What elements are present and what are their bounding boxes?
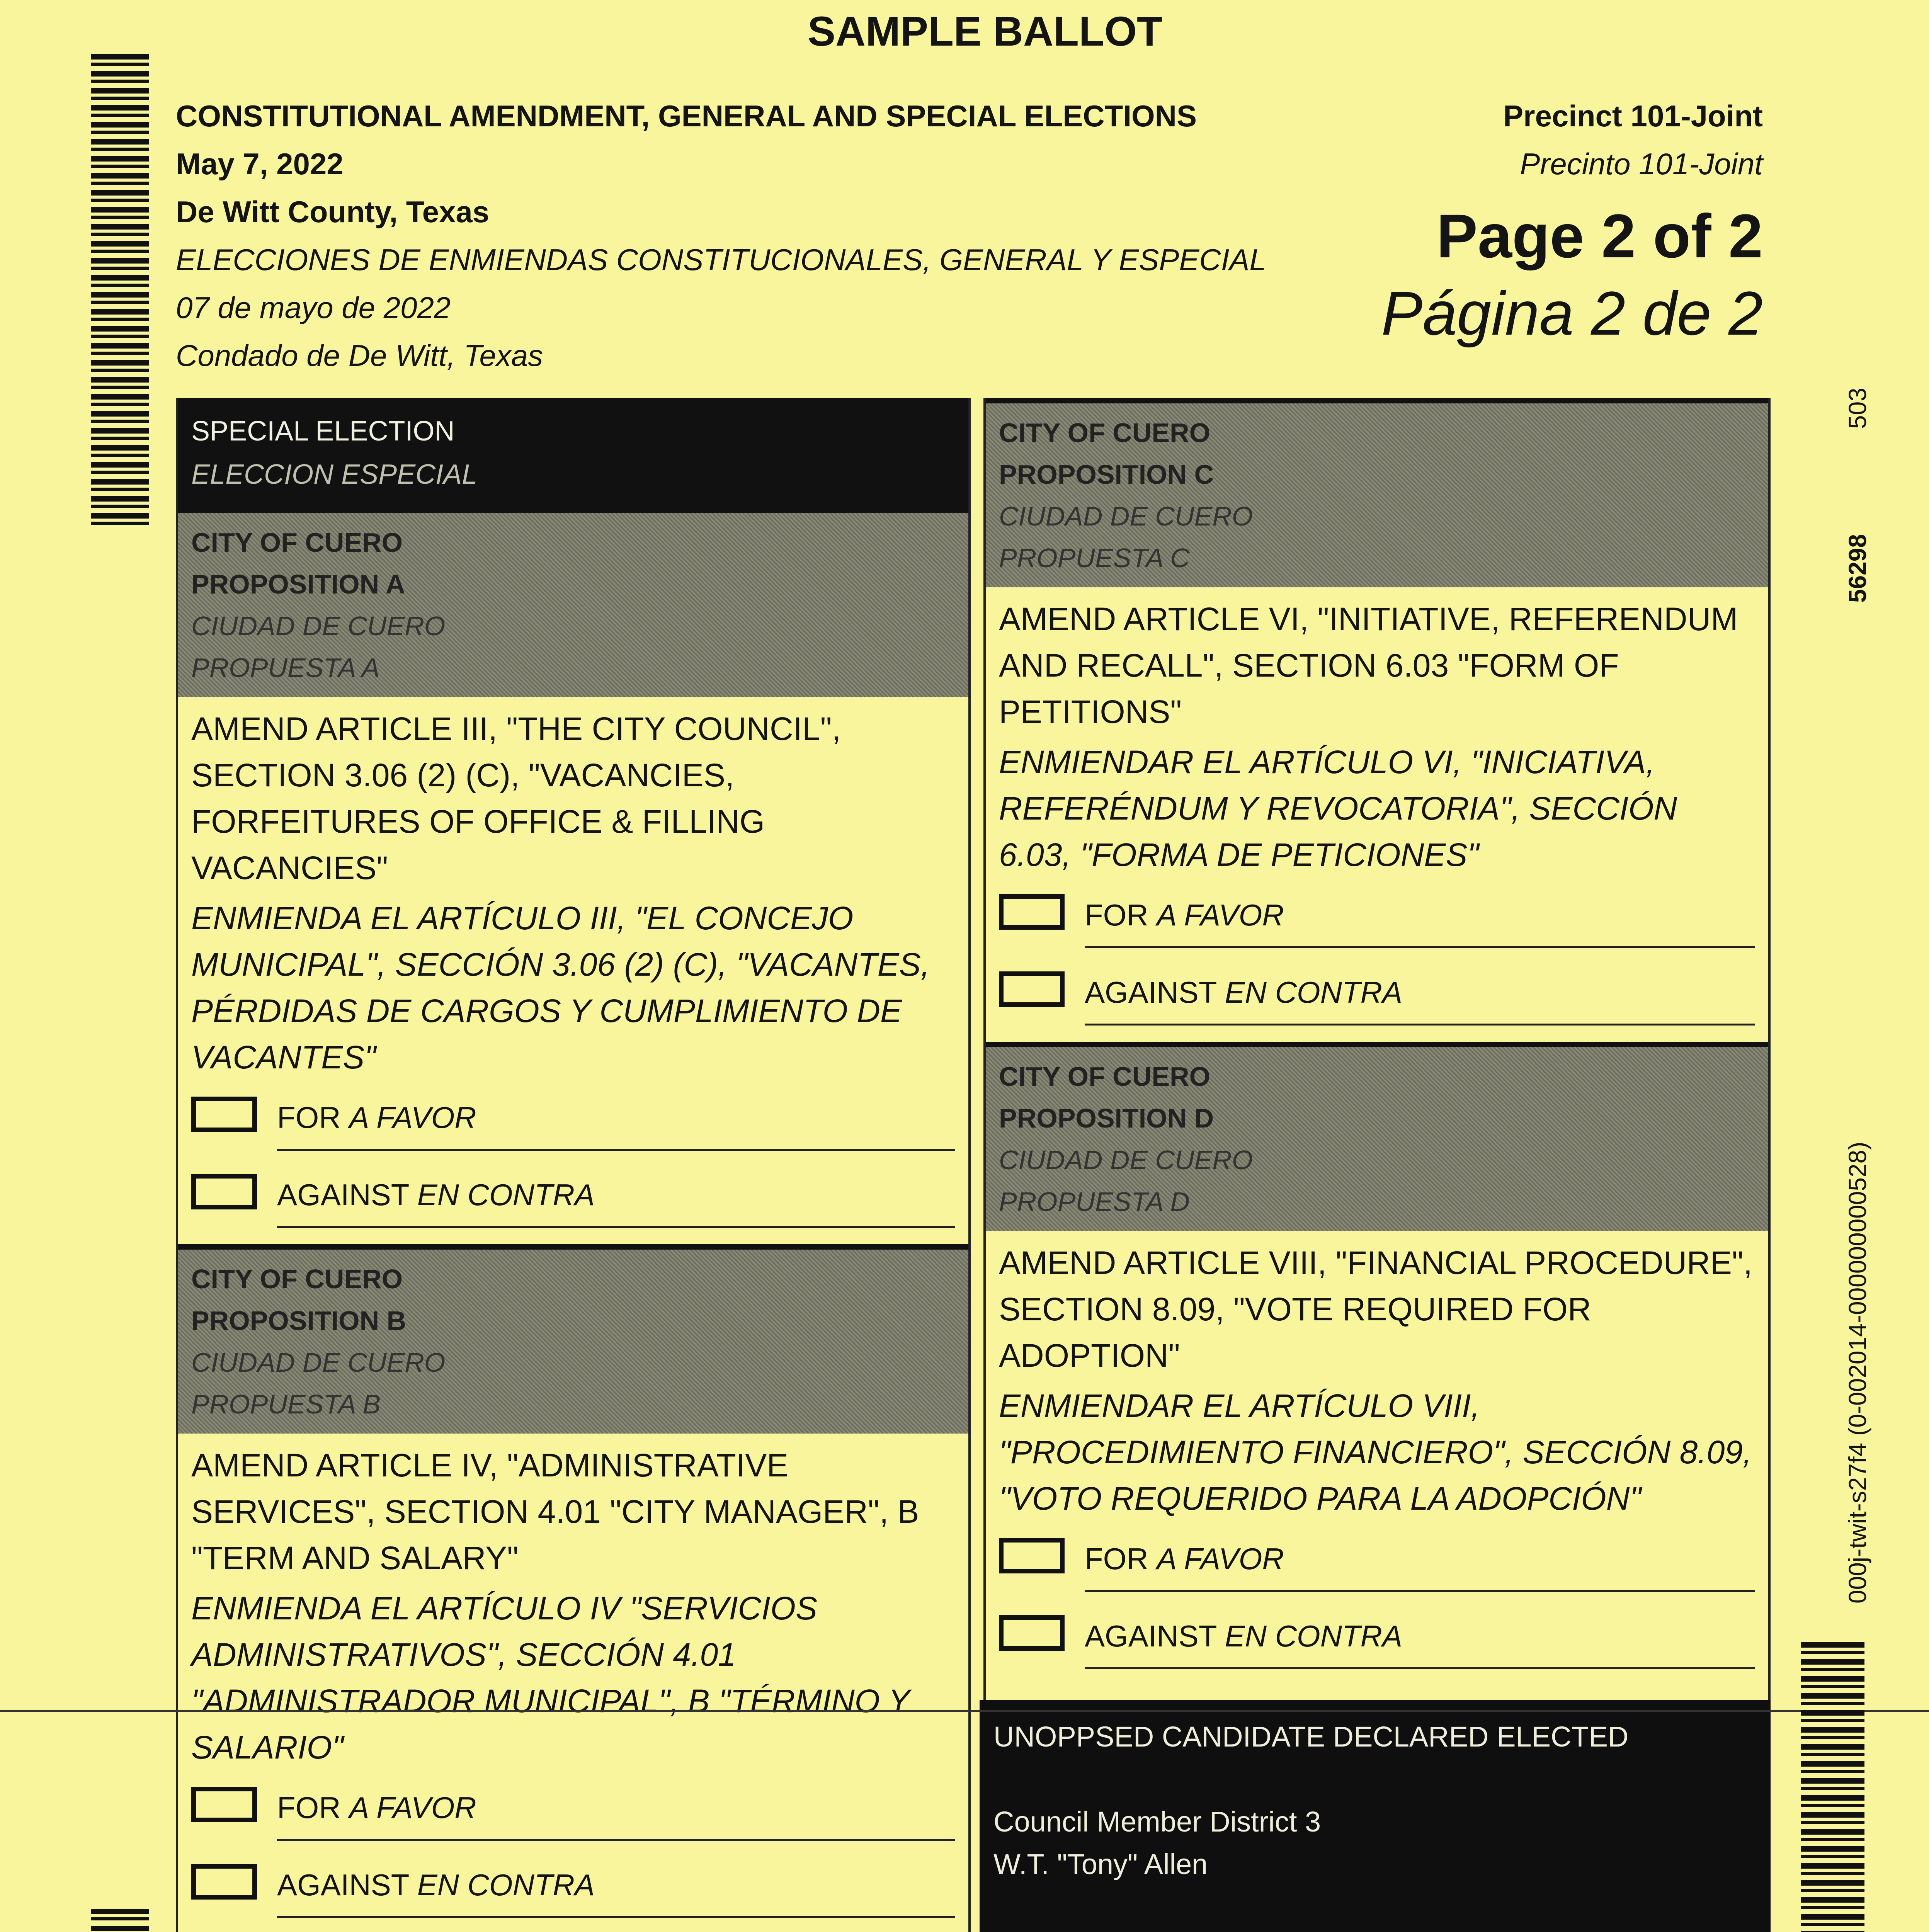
prop-a-section [178,508,968,1244]
election-county: De Witt County, Texas [176,195,490,229]
prop-b-for-option[interactable] [191,1770,955,1848]
prop-a-text: AMEND ARTICLE III, "THE CITY COUNCIL", SECTION 3.06 (2) (C), "VACANCIES, FORFEITURES OF OFFICE & FILLING VACANCIES" [191,711,841,886]
prop-b-text: AMEND ARTICLE IV, "ADMINISTRATIVE SERVICES", SECTION 4.01 "CITY MANAGER", B "TERM AND SALARY" [191,1447,919,1576]
prop-d-title: PROPOSITION D [999,1103,1214,1133]
page-number: Page 2 of 2 [1436,201,1763,270]
against-label: AGAINST [1085,1619,1216,1653]
prop-d-city: CITY OF CUERO [999,1061,1211,1092]
precinct-es: Precinto 101-Joint [1520,147,1763,181]
prop-b-city-es: CIUDAD DE CUERO [191,1347,446,1378]
prop-c-title-es: PROPUESTA C [999,543,1190,573]
prop-d-title-es: PROPUESTA D [999,1187,1190,1217]
prop-a-city: CITY OF CUERO [191,527,403,558]
prop-d-for-option[interactable] [999,1522,1755,1599]
side-code-ballot-id: 000j-twit-s27f4 (0-002014-000000000528) [1844,1141,1871,1604]
prop-b-title-es: PROPUESTA B [191,1389,381,1419]
for-label: FOR [277,1791,341,1825]
for-label-es: A FAVOR [1157,898,1284,932]
unopposed-candidate: W.T. "Tony" Allen [993,1848,1208,1880]
for-label: FOR [277,1100,341,1134]
divider [277,1226,955,1228]
prop-c-for-checkbox[interactable] [999,894,1065,930]
left-barcode-bottom [91,1909,149,1932]
for-label-es: A FAVOR [349,1100,476,1134]
against-label: AGAINST [277,1178,409,1212]
against-label-es: EN CONTRA [1225,975,1403,1009]
special-election-label: SPECIAL ELECTION [191,416,455,447]
election-name: CONSTITUTIONAL AMENDMENT, GENERAL AND SPECIAL ELECTIONS [176,99,1197,133]
unopposed-candidate-box [980,1700,1771,1932]
for-label: FOR [1085,1542,1148,1576]
for-label: FOR [1085,898,1148,932]
prop-c-text: AMEND ARTICLE VI, "INITIATIVE, REFERENDUM AND RECALL", SECTION 6.03 "FORM OF PETITIONS" [999,601,1738,730]
divider [277,1916,955,1918]
election-date: May 7, 2022 [176,147,344,181]
prop-c-section [986,398,1768,1042]
prop-a-header [178,508,968,697]
precinct: Precinct 101-Joint [1503,99,1763,133]
prop-d-city-es: CIUDAD DE CUERO [999,1145,1253,1175]
prop-b-against-option[interactable] [191,1848,955,1925]
divider [277,1149,955,1151]
for-label-es: A FAVOR [1157,1542,1284,1576]
prop-c-for-option[interactable] [999,878,1755,955]
prop-c-city-es: CIUDAD DE CUERO [999,501,1253,531]
prop-b-title: PROPOSITION B [191,1306,407,1336]
prop-a-for-checkbox[interactable] [191,1097,257,1132]
prop-d-against-option[interactable] [999,1599,1755,1676]
prop-b-section [178,1244,968,1932]
prop-c-text-es: ENMIENDAR EL ARTÍCULO VI, "INICIATIVA, REFERÉNDUM Y REVOCATORIA", SECCIÓN 6.03, "FORMA DE PETICIONES" [999,744,1677,873]
divider [277,1839,955,1841]
precinct-header [1381,92,1763,350]
special-election-label-es: ELECCION ESPECIAL [191,459,478,490]
divider [1085,1024,1755,1026]
prop-c-title: PROPOSITION C [999,459,1214,490]
prop-a-for-option[interactable] [191,1080,955,1158]
prop-d-for-checkbox[interactable] [999,1538,1065,1573]
page-number-es: Página 2 de 2 [1381,279,1763,348]
divider [1085,1590,1755,1592]
election-county-es: Condado de De Witt, Texas [176,338,543,372]
special-election-header [178,398,968,508]
prop-b-header [178,1244,968,1434]
prop-a-city-es: CIUDAD DE CUERO [191,611,446,641]
prop-c-against-checkbox[interactable] [999,971,1065,1007]
side-code-56298: 56298 [1844,534,1871,603]
prop-b-city: CITY OF CUERO [191,1264,403,1294]
prop-d-header [986,1042,1768,1231]
against-label-es: EN CONTRA [417,1178,595,1212]
ballot-title: SAMPLE BALLOT [808,8,1162,54]
side-code-503: 503 [1844,388,1871,429]
prop-d-section [986,1042,1768,1685]
prop-a-text-es: ENMIENDA EL ARTÍCULO III, "EL CONCEJO MUNICIPAL", SECCIÓN 3.06 (2) (C), "VACANTES, PÉRDIDAS DE CARGOS Y CUMPLIMIENTO DE VACANTES" [191,900,930,1075]
right-column [983,398,1771,1712]
unopposed-label-es [993,1928,1757,1932]
unopposed-office: Council Member District 3 [993,1806,1321,1838]
divider [1085,1667,1755,1669]
election-header [176,92,1266,379]
against-label-es: EN CONTRA [1225,1619,1403,1653]
against-label: AGAINST [1085,975,1216,1009]
for-label-es: A FAVOR [349,1791,476,1825]
divider [1085,946,1755,948]
prop-a-title: PROPOSITION A [191,569,405,599]
right-barcode [1801,1642,1864,1932]
prop-a-against-checkbox[interactable] [191,1174,257,1209]
fold-line [0,1710,1929,1712]
prop-c-city: CITY OF CUERO [999,418,1211,448]
left-column [176,398,971,1932]
prop-a-against-option[interactable] [191,1158,955,1235]
prop-c-header [986,398,1768,587]
election-date-es: 07 de mayo de 2022 [176,291,451,325]
prop-b-text-es: ENMIENDA EL ARTÍCULO IV "SERVICIOS ADMINISTRATIVOS", SECCIÓN 4.01 "ADMINISTRADOR MUNICIPAL", B "TÉRMINO Y SALARIO" [191,1590,910,1765]
left-barcode-top [91,54,149,529]
prop-c-against-option[interactable] [999,955,1755,1032]
prop-d-text-es: ENMIENDAR EL ARTÍCULO VIII, "PROCEDIMIENTO FINANCIERO", SECCIÓN 8.09, "VOTO REQUERIDO PARA LA ADOPCIÓN" [999,1388,1752,1517]
prop-d-text: AMEND ARTICLE VIII, "FINANCIAL PROCEDURE", SECTION 8.09, "VOTE REQUIRED FOR ADOPTION" [999,1245,1753,1374]
unopposed-label: UNOPPSED CANDIDATE DECLARED ELECTED [993,1721,1629,1753]
prop-b-for-checkbox[interactable] [191,1787,257,1822]
against-label-es: EN CONTRA [417,1868,595,1902]
election-name-es: ELECCIONES DE ENMIENDAS CONSTITUCIONALES, GENERAL Y ESPECIAL [176,243,1266,277]
prop-b-against-checkbox[interactable] [191,1864,257,1900]
prop-a-title-es: PROPUESTA A [191,653,380,683]
against-label: AGAINST [277,1868,409,1902]
prop-d-against-checkbox[interactable] [999,1615,1065,1651]
